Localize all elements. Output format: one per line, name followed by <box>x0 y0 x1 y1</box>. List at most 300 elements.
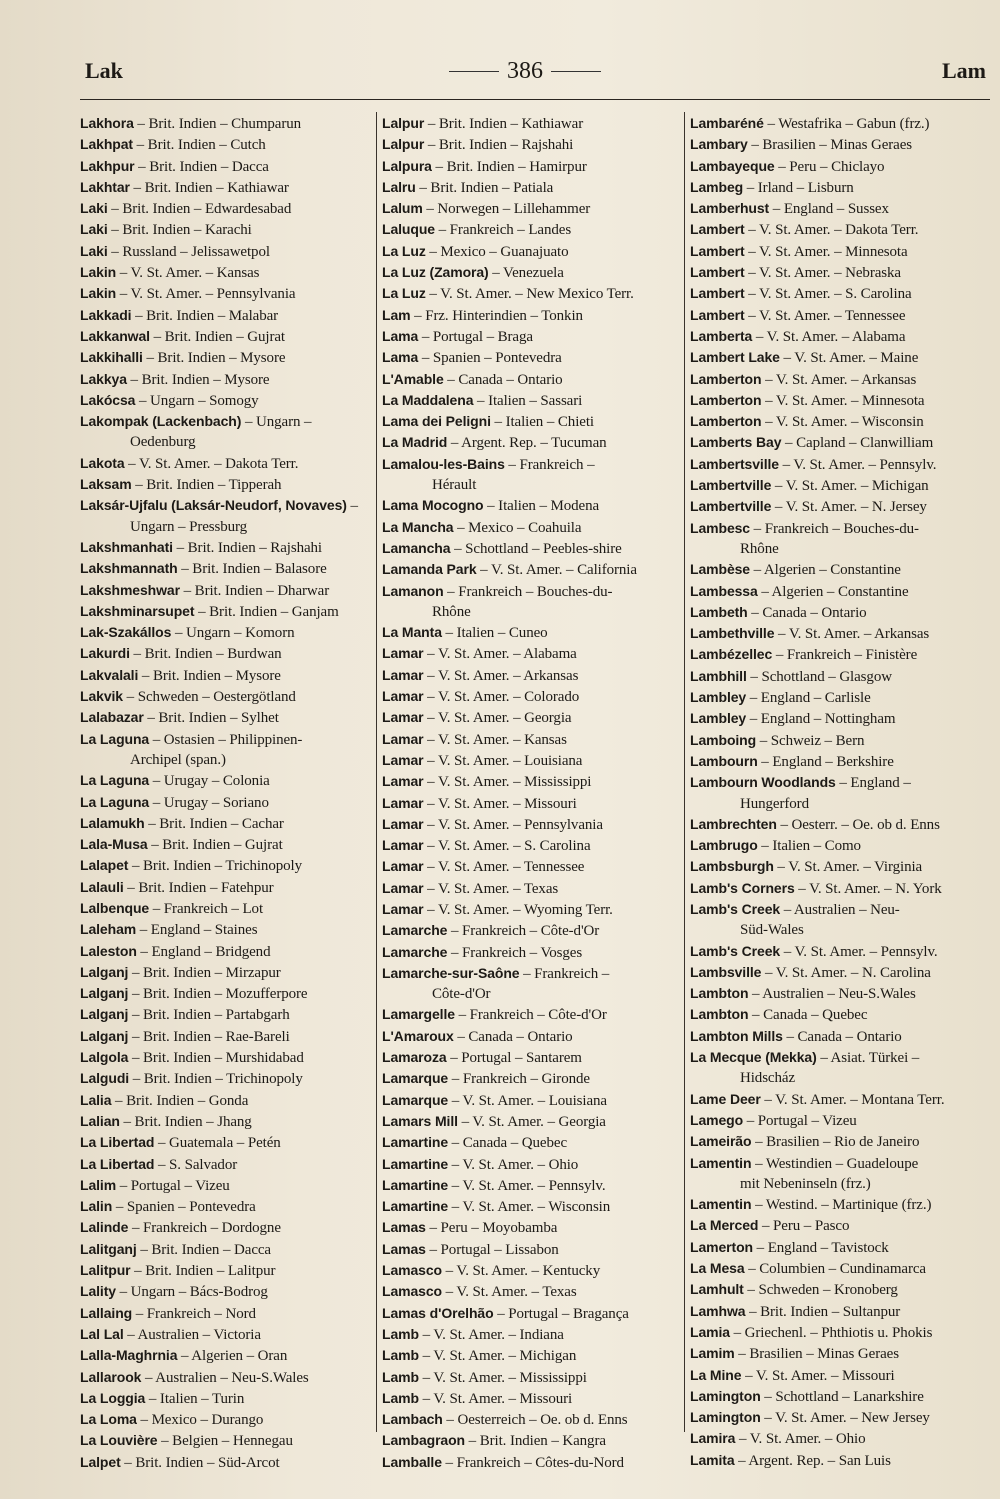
gazetteer-entry <box>382 1260 678 1281</box>
entry-location: – England – Carlisle <box>746 690 871 707</box>
entry-location: – V. St. Amer. – Virginia <box>773 859 923 876</box>
entry-headword: Lakurdi <box>80 645 130 662</box>
gazetteer-entry <box>80 1154 370 1175</box>
gazetteer-entry <box>80 877 370 898</box>
gazetteer-entry <box>382 1430 678 1451</box>
entry-headword: Lalpur <box>382 136 425 153</box>
entry-location: – Belgien – Hennegau <box>157 1433 293 1450</box>
entry-continuation: Rhône <box>740 540 779 557</box>
entry-headword: La Manta <box>382 624 442 641</box>
entry-headword: Lamarche <box>382 943 448 960</box>
entry-location: – Italien – Chieti <box>490 414 594 431</box>
gazetteer-entry <box>690 1215 992 1236</box>
entry-location: – England – Tavistock <box>753 1239 889 1256</box>
entry-headword: Lamia <box>690 1323 730 1340</box>
entry-location: – V. St. Amer. – Minnesota <box>744 243 908 260</box>
entry-headword: Lakkihalli <box>80 349 143 366</box>
entry-location: – V. St. Amer. – Dakota Terr. <box>124 455 299 472</box>
gazetteer-entry <box>382 920 678 941</box>
gazetteer-entry <box>690 644 992 665</box>
entry-location: – V. St. Amer. – New Jersey <box>760 1410 930 1427</box>
entry-location: – Schweden – Oestergötland <box>123 689 296 706</box>
entry-headword: Lambary <box>690 136 748 153</box>
gazetteer-entry <box>690 262 992 283</box>
column-2 <box>382 113 678 1471</box>
entry-location: – Schweiz – Bern <box>756 732 865 749</box>
gazetteer-entry <box>690 1237 992 1258</box>
entry-continuation: Hungerford <box>740 795 809 812</box>
gazetteer-entry <box>80 1026 370 1047</box>
header-rule <box>80 99 990 100</box>
entry-headword: Lambertville <box>690 477 772 494</box>
entry-continuation: Côte-d'Or <box>432 986 491 1003</box>
gazetteer-entry <box>80 1345 370 1366</box>
gazetteer-entry <box>382 1281 678 1302</box>
entry-location: – V. St. Amer. – Alabama <box>423 646 577 663</box>
gazetteer-entry <box>690 772 992 814</box>
entry-location: – V. St. Amer. – Missouri <box>418 1390 573 1407</box>
entry-location: – V. St. Amer. – Michigan <box>771 478 929 495</box>
entry-headword: Lambach <box>382 1411 443 1428</box>
entry-location: – Italien – Cuneo <box>441 625 548 642</box>
gazetteer-entry <box>382 1196 678 1217</box>
entry-headword: La Luz (Zamora) <box>382 264 489 281</box>
gazetteer-entry <box>690 1047 992 1089</box>
entry-headword: Lamar <box>382 645 424 662</box>
gazetteer-entry <box>80 941 370 962</box>
entry-location: – Brasilien – Minas Geraes <box>747 137 913 154</box>
gazetteer-entry <box>690 369 992 390</box>
entry-location: – Brit. Indien – Rae-Bareli <box>128 1028 290 1045</box>
entry-location: – Mexico – Coahuila <box>453 519 582 536</box>
gazetteer-entry <box>690 1258 992 1279</box>
entry-location: – Frankreich – Landes <box>434 222 572 239</box>
entry-headword: Lambesc <box>690 519 750 536</box>
gazetteer-entry <box>382 1345 678 1366</box>
entry-location: – Frankreich – Dordogne <box>128 1220 281 1237</box>
gazetteer-entry <box>80 156 370 177</box>
gazetteer-entry <box>382 622 678 643</box>
entry-location: – Brit. Indien – Patiala <box>415 179 554 196</box>
gazetteer-entry <box>690 1343 992 1364</box>
entry-location: – V. St. Amer. – Arkansas <box>774 626 930 643</box>
gazetteer-entry <box>690 730 992 751</box>
gazetteer-entry <box>80 347 370 368</box>
entry-location: – Oesterr. – Oe. ob d. Enns <box>776 816 940 833</box>
gazetteer-entry <box>690 835 992 856</box>
entry-headword: Lamar <box>382 773 424 790</box>
gazetteer-entry <box>80 707 370 728</box>
entry-headword: La Madrid <box>382 434 448 451</box>
entry-location: – Griechenl. – Phthiotis u. Phokis <box>729 1324 933 1341</box>
entry-headword: Lambeth <box>690 603 748 620</box>
entry-continuation: Hidscház <box>740 1070 796 1087</box>
entry-headword: Lambert <box>690 221 745 238</box>
entry-location: – V. St. Amer. – Arkansas <box>423 667 579 684</box>
gazetteer-entry <box>690 856 992 877</box>
gazetteer-entry <box>690 1131 992 1152</box>
entry-location: – Brit. Indien – Sultanpur <box>745 1303 901 1320</box>
entry-headword: Lamberhust <box>690 200 770 217</box>
entry-headword: Lalru <box>382 178 416 195</box>
gazetteer-entry <box>80 558 370 579</box>
gazetteer-entry <box>382 517 678 538</box>
entry-headword: Lama <box>382 349 419 366</box>
gazetteer-entry <box>690 1026 992 1047</box>
entry-location: – Argent. Rep. – San Luis <box>734 1452 891 1469</box>
entry-location: – V. St. Amer. – Tennessee <box>744 307 906 324</box>
gazetteer-entry <box>80 665 370 686</box>
entry-headword: La Loggia <box>80 1389 146 1406</box>
entry-location: – Brit. Indien – Gujrat <box>147 837 283 854</box>
gazetteer-entry <box>80 898 370 919</box>
gazetteer-entry <box>690 475 992 496</box>
entry-location: – Urugay – Colonia <box>149 773 270 790</box>
entry-location: – Frankreich – Côte-d'Or <box>454 1007 607 1024</box>
entry-headword: Lamar <box>382 879 424 896</box>
entry-headword: Lambsville <box>690 963 762 980</box>
gazetteer-entry <box>382 1068 678 1089</box>
entry-location: – V. St. Amer. – S. Carolina <box>423 838 591 855</box>
gazetteer-entry <box>382 581 678 623</box>
gazetteer-entry <box>690 454 992 475</box>
entry-headword: Lamanon <box>382 582 444 599</box>
entry-location: – V. St. Amer. – Nebraska <box>744 265 901 282</box>
entry-headword: Lambethville <box>690 625 775 642</box>
entry-location: – Brit. Indien – Partabgarh <box>128 1007 290 1024</box>
entry-headword: Lala-Musa <box>80 836 148 853</box>
column-1 <box>80 113 370 1471</box>
entry-location: – Australien – Neu-S.Wales <box>141 1369 309 1386</box>
gazetteer-entry <box>690 113 992 134</box>
entry-headword: Lamb's Corners <box>690 879 795 896</box>
gazetteer-entry <box>690 1004 992 1025</box>
entry-headword: Lamington <box>690 1387 761 1404</box>
entry-headword: Lamballe <box>382 1453 442 1470</box>
entry-location: – V. St. Amer. – Ohio <box>735 1431 866 1448</box>
gazetteer-entry <box>80 241 370 262</box>
entry-headword: Lamaroza <box>382 1049 447 1066</box>
gazetteer-entry <box>382 729 678 750</box>
entry-location: – V. St. Amer. – Colorado <box>423 689 580 706</box>
entry-headword: Laksam <box>80 476 132 493</box>
gazetteer-entry <box>690 518 992 560</box>
gazetteer-entry <box>690 219 992 240</box>
entry-headword: Lamb's Creek <box>690 900 781 917</box>
entry-location: – England – <box>835 775 911 792</box>
entry-location: – Brit. Indien – Cutch <box>132 137 266 154</box>
entry-location: – V. St. Amer. – Ohio <box>448 1156 579 1173</box>
entry-headword: Lambourn Woodlands <box>690 774 836 791</box>
entry-headword: La Merced <box>690 1217 759 1234</box>
entry-headword: Lamasco <box>382 1283 442 1300</box>
entry-headword: Lakin <box>80 264 117 281</box>
entry-location: – Algerien – Constantine <box>757 583 909 600</box>
gazetteer-entry <box>80 113 370 134</box>
entry-location: – V. St. Amer. – N. York <box>794 880 942 897</box>
gazetteer-entry <box>382 134 678 155</box>
entry-headword: Lalpet <box>80 1453 121 1470</box>
entry-headword: Lallarook <box>80 1368 142 1385</box>
entry-headword: Lalabazar <box>80 709 144 726</box>
gazetteer-entry <box>80 177 370 198</box>
entry-continuation: Ungarn – Pressburg <box>130 518 248 535</box>
entry-location: – V. St. Amer. – Missouri <box>423 795 577 812</box>
entry-headword: Lamarche-sur-Saône <box>382 964 520 981</box>
entry-location: – England – Berkshire <box>757 753 894 770</box>
gazetteer-entry <box>382 1367 678 1388</box>
gazetteer-entry <box>690 390 992 411</box>
entry-headword: Lamentin <box>690 1154 752 1171</box>
entry-location: – Columbien – Cundinamarca <box>744 1261 926 1278</box>
gazetteer-entry <box>382 665 678 686</box>
entry-location: – Spanien – Pontevedra <box>418 350 562 367</box>
entry-location: – Brasilien – Rio de Janeiro <box>751 1134 920 1151</box>
entry-location: – Brit. Indien – Murshidabad <box>128 1050 304 1067</box>
gazetteer-entry <box>80 643 370 664</box>
entry-location: – V. St. Amer. – Montana Terr. <box>760 1091 945 1108</box>
entry-headword: Lama Mocogno <box>382 497 484 514</box>
gazetteer-entry <box>382 1026 678 1047</box>
entry-location: – Brit. Indien – Dacca <box>136 1241 271 1258</box>
entry-headword: Lamar <box>382 688 424 705</box>
entry-continuation: Süd-Wales <box>740 922 804 939</box>
entry-location: – V. St. Amer. – Pennsylvania <box>423 816 603 833</box>
entry-headword: Lamas <box>382 1240 426 1257</box>
gazetteer-entry <box>382 1409 678 1430</box>
gazetteer-entry <box>80 1409 370 1430</box>
entry-location: – Ungarn – Bács-Bodrog <box>115 1284 268 1301</box>
entry-location: – <box>346 498 358 515</box>
gazetteer-entry <box>80 305 370 326</box>
entry-headword: Lakshmanhati <box>80 538 173 555</box>
gazetteer-entry <box>382 219 678 240</box>
entry-location: – Italien – Sassari <box>473 392 583 409</box>
entry-headword: Laleham <box>80 921 137 938</box>
gazetteer-entry <box>690 666 992 687</box>
gazetteer-entry <box>690 983 992 1004</box>
entry-location: – Brit. Indien – Mozufferpore <box>128 986 308 1003</box>
entry-location: – Brit. Indien – Balasore <box>177 561 327 578</box>
gazetteer-entry <box>690 1428 992 1449</box>
gazetteer-entry <box>80 834 370 855</box>
entry-headword: Lambertsville <box>690 455 779 472</box>
gazetteer-entry <box>690 1194 992 1215</box>
entry-headword: Lamhult <box>690 1281 744 1298</box>
gazetteer-entry <box>690 1386 992 1407</box>
entry-location: – Algerien – Constantine <box>750 562 901 579</box>
entry-location: – V. St. Amer. – Wyoming Terr. <box>423 901 613 918</box>
entry-headword: Lamb <box>382 1347 419 1364</box>
entry-headword: Lakshmannath <box>80 560 178 577</box>
entry-location: – V. St. Amer. – Pennsylv. <box>780 943 938 960</box>
entry-headword: Lalia <box>80 1091 112 1108</box>
gazetteer-entry <box>690 559 992 580</box>
entry-location: – V. St. Amer. – Pennsylv. <box>448 1177 606 1194</box>
entry-headword: Lam <box>382 306 411 323</box>
entry-location: – Algerien – Oran <box>177 1348 288 1365</box>
entry-location: – Frankreich – Lot <box>149 900 264 917</box>
entry-headword: Lakkanwal <box>80 327 150 344</box>
entry-location: – Ungarn – Somogy <box>135 392 259 409</box>
entry-location: – Urugay – Soriano <box>149 794 269 811</box>
entry-headword: Lamars Mill <box>382 1112 458 1129</box>
entry-location: – V. St. Amer. – Pennsylvania <box>116 286 296 303</box>
entry-headword: Lamar <box>382 666 424 683</box>
entry-headword: Lakhora <box>80 115 134 131</box>
entry-headword: La Mine <box>690 1366 742 1383</box>
entry-location: – Brit. Indien – Gonda <box>111 1092 249 1109</box>
gazetteer-entry <box>382 1090 678 1111</box>
entry-headword: Lamarche <box>382 922 448 939</box>
entry-location: – V. St. Amer. – Mississippi <box>423 774 592 791</box>
entry-location: – V. St. Amer. – New Mexico Terr. <box>425 286 634 303</box>
entry-location: – Brit. Indien – Dharwar <box>179 582 330 599</box>
gazetteer-entry <box>382 856 678 877</box>
column-3 <box>690 113 992 1469</box>
entry-continuation: Hérault <box>432 477 477 494</box>
entry-location: – Brit. Indien – Karachi <box>107 222 252 239</box>
gazetteer-entry <box>80 1068 370 1089</box>
gazetteer-entry <box>382 963 678 1005</box>
gazetteer-entry <box>80 813 370 834</box>
entry-headword: Lamerton <box>690 1238 753 1255</box>
entry-headword: Lamarque <box>382 1091 449 1108</box>
entry-location: – V. St. Amer. – Louisiana <box>423 752 583 769</box>
gazetteer-entry <box>690 1407 992 1428</box>
entry-location: – Brit. Indien – Trichinopoly <box>128 858 303 875</box>
entry-headword: Lalapet <box>80 857 129 874</box>
entry-location: – V. St. Amer. – Pennsylv. <box>778 456 937 473</box>
gazetteer-entry <box>382 432 678 453</box>
entry-location: – Frankreich – Gironde <box>448 1071 590 1088</box>
gazetteer-entry <box>80 855 370 876</box>
entry-location: – Australien – Neu-S.Wales <box>748 986 916 1003</box>
gazetteer-entry <box>80 474 370 495</box>
gazetteer-entry <box>382 326 678 347</box>
entry-headword: Lamington <box>690 1409 761 1426</box>
gazetteer-entry <box>80 962 370 983</box>
page-number <box>440 58 610 85</box>
gazetteer-entry <box>382 1132 678 1153</box>
entry-headword: La Luz <box>382 242 426 259</box>
gazetteer-entry <box>382 369 678 390</box>
entry-headword: Laki <box>80 242 108 259</box>
entry-headword: Lakin <box>80 285 117 302</box>
entry-headword: Lambayeque <box>690 157 775 174</box>
entry-location: – Canada – Ontario <box>453 1028 573 1045</box>
gazetteer-entry <box>80 326 370 347</box>
entry-location: – Frankreich – Côte-d'Or <box>447 923 600 940</box>
entry-headword: Lamar <box>382 794 424 811</box>
entry-headword: Lakvik <box>80 688 123 705</box>
entry-continuation: mit Nebeninseln (frz.) <box>740 1175 871 1192</box>
gazetteer-entry <box>382 559 678 580</box>
entry-location: – Frz. Hinterindien – Tonkin <box>410 307 583 324</box>
gazetteer-entry <box>382 1175 678 1196</box>
gazetteer-entry <box>690 708 992 729</box>
entry-location: – England – Staines <box>136 922 258 939</box>
entry-headword: La Mancha <box>382 518 454 535</box>
entry-location: – V. St. Amer. – Wisconsin <box>448 1199 611 1216</box>
entry-headword: Lamartine <box>382 1155 449 1172</box>
gazetteer-entry <box>80 1303 370 1324</box>
gazetteer-entry <box>80 1004 370 1025</box>
gazetteer-entry <box>382 454 678 496</box>
entry-location: – V. St. Amer. – Louisiana <box>448 1092 607 1109</box>
entry-headword: Lamberton <box>690 413 762 430</box>
entry-location: – V. St. Amer. – Alabama <box>752 328 906 345</box>
gazetteer-entry <box>80 495 370 537</box>
entry-location: – Ungarn – Komorn <box>171 625 295 642</box>
entry-headword: La Loma <box>80 1411 137 1428</box>
entry-headword: Lambert <box>690 306 745 323</box>
entry-headword: Lamboing <box>690 731 757 748</box>
entry-location: – Canada – Ontario <box>747 604 867 621</box>
gazetteer-entry <box>690 581 992 602</box>
entry-headword: Lalamukh <box>80 814 145 831</box>
entry-headword: Lambagraon <box>382 1432 466 1449</box>
entry-location: – V. St. Amer. – Tennessee <box>423 859 585 876</box>
entry-location: – Portugal – Vizeu <box>743 1112 857 1129</box>
entry-headword: La Maddalena <box>382 391 474 408</box>
entry-headword: Lamar <box>382 730 424 747</box>
entry-headword: Lambeg <box>690 178 744 195</box>
gazetteer-entry <box>690 305 992 326</box>
entry-location: – Argent. Rep. – Tucuman <box>447 435 607 452</box>
gazetteer-entry <box>690 899 992 941</box>
entry-location: – Brit. Indien – Edwardesabad <box>107 201 292 218</box>
entry-location: – Canada – Quebec <box>448 1135 567 1152</box>
entry-location: – V. St. Amer. – Dakota Terr. <box>744 222 919 239</box>
entry-headword: Lambton <box>690 1006 749 1023</box>
gazetteer-entry <box>382 305 678 326</box>
entry-headword: Laksár-Ujfalu (Laksár-Neudorf, Novaves) <box>80 497 347 514</box>
entry-location: – Brit. Indien – Mysore <box>142 350 286 367</box>
entry-headword: Lamar <box>382 709 424 726</box>
entry-headword: Lakshmeshwar <box>80 581 180 598</box>
entry-location: – Frankreich – <box>519 965 610 982</box>
gazetteer-entry <box>690 878 992 899</box>
entry-location: – Brit. Indien – Lalitpur <box>130 1263 276 1280</box>
entry-headword: Lamar <box>382 815 424 832</box>
entry-location: – Brit. Indien – Gujrat <box>149 328 285 345</box>
entry-headword: La Libertad <box>80 1155 155 1172</box>
entry-location: – Schottland – Lanarkshire <box>760 1388 924 1405</box>
entry-headword: Lakota <box>80 454 125 471</box>
entry-headword: Lamb <box>382 1325 419 1342</box>
entry-location: – Brit. Indien – Jhang <box>119 1113 252 1130</box>
gazetteer-entry <box>80 1388 370 1409</box>
entry-headword: Lalim <box>80 1176 117 1193</box>
entry-headword: Lalian <box>80 1112 120 1129</box>
entry-location: – Brit. Indien – Sylhet <box>143 710 279 727</box>
entry-headword: Lambessa <box>690 582 758 599</box>
gazetteer-entry <box>80 770 370 791</box>
entry-location: – V. St. Amer. – Mississippi <box>418 1369 587 1386</box>
gazetteer-entry <box>382 686 678 707</box>
gazetteer-entry <box>382 390 678 411</box>
entry-headword: Lamb's Creek <box>690 942 781 959</box>
gazetteer-entry <box>382 1111 678 1132</box>
entry-location: – Peru – Moyobamba <box>425 1220 558 1237</box>
entry-headword: Laluque <box>382 221 435 238</box>
entry-headword: La Luz <box>382 285 426 302</box>
gazetteer-entry <box>382 1217 678 1238</box>
entry-headword: Lambertville <box>690 498 772 515</box>
gazetteer-entry <box>80 369 370 390</box>
entry-location: – Brit. Indien – Trichinopoly <box>129 1071 303 1088</box>
